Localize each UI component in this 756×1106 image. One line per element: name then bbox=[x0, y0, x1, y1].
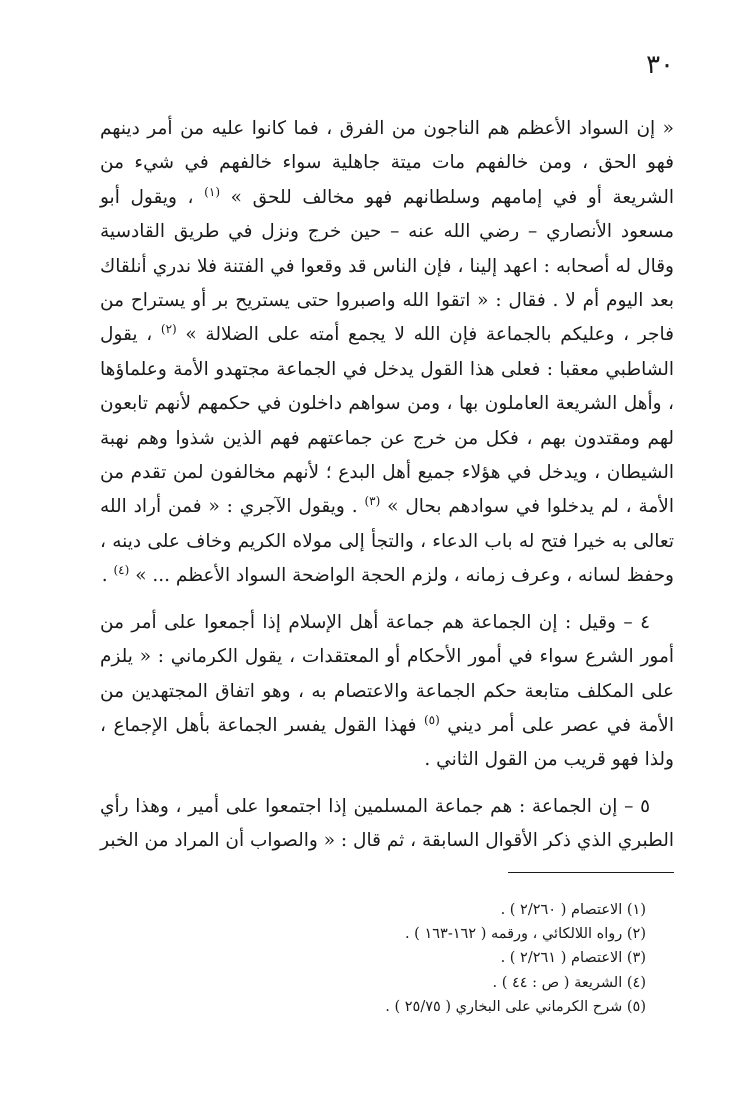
text-segment: . ويقول الآجري : « فمن أراد الله تعالى به خيرا فتح له باب الدعاء ، والتجأ إلى مولاه الكريم وخاف على دينه ، وحفظ لسانه ، وعرف زمانه ، ولزم الحجة الواضحة السواد الأعظم ... » bbox=[100, 496, 674, 587]
text-segment: فهذا القول يفسر الجماعة بأهل الإجماع ، ولذا فهو قريب من القول الثاني . bbox=[100, 714, 674, 771]
footnote-ref-3: (٣) bbox=[364, 494, 381, 509]
text-segment: . bbox=[101, 565, 114, 587]
main-text bbox=[100, 112, 674, 859]
text-segment: ، ويقول أبو مسعود الأنصاري – رضي الله عنه – حين خرج ونزل في طريق القادسية وقال له أصحابه : اعهد إلينا ، فإن الناس قد وقعوا في الفتنة فلا ندري أنلقاك بعد اليوم أم لا . فقال : « اتقوا الله واصبروا حتى يستريح بر أو يستراح من فاجر ، وعليكم بالجماعة فإن الله لا يجمع أمته على الضلالة » bbox=[100, 186, 674, 346]
footnote-1: (١) الاعتصام ( ٢/٢٦٠ ) . bbox=[500, 902, 646, 918]
footnote-separator bbox=[508, 872, 674, 873]
footnote-2: (٢) رواه اللالكائي ، ورقمه ( ١٦٢-١٦٣ ) . bbox=[404, 926, 646, 943]
text-segment: « إن السواد الأعظم هم الناجون من الفرق ، فما كانوا عليه من أمر دينهم فهو الحق ، ومن خالفهم مات ميتة جاهلية سواء خالفهم في شيء من الشريعة أو في إمامهم وسلطانهم فهو مخالف للحق » bbox=[100, 118, 674, 208]
footnote-ref-2: (٢) bbox=[160, 322, 177, 337]
footnote-ref-1: (١) bbox=[204, 184, 220, 199]
footnote-3: (٣) الاعتصام ( ٢/٢٦١ ) . bbox=[500, 950, 646, 967]
footnotes-list bbox=[100, 898, 646, 1019]
text-segment: ٥ – إن الجماعة : هم جماعة المسلمين إذا اجتمعوا على أمير ، وهذا رأي الطبري الذي ذكر الأقوال السابقة ، ثم قال : « والصواب أن المراد من الخبر bbox=[100, 795, 674, 852]
paragraph-opinion-5 bbox=[100, 790, 674, 859]
page-number: ٣٠ bbox=[646, 50, 674, 80]
paragraph-opinion-4 bbox=[100, 606, 674, 778]
footnote-ref-5: (٥) bbox=[423, 712, 440, 727]
paragraph-quotes bbox=[100, 112, 674, 594]
footnote-5: (٥) شرح الكرماني على البخاري ( ٢٥/٧٥ ) . bbox=[385, 998, 646, 1015]
footnote-4: (٤) الشريعة ( ص : ٤٤ ) . bbox=[492, 974, 646, 991]
footnote-ref-4: (٤) bbox=[113, 563, 130, 578]
text-segment: ، يقول الشاطبي معقبا : فعلى هذا القول يدخل في الجماعة مجتهدو الأمة وعلماؤها ، وأهل الشريعة العاملون بها ، ومن سواهم داخلون في حكمهم لأنهم تابعون لهم ومقتدون بهم ، فكل من خرج عن جماعتهم فهم الذين شذوا وهم نهبة الشيطان ، ويدخل في هؤلاء جميع أهل البدع ؛ لأنهم مخالفون لمن تقدم من الأمة ، لم يدخلوا في سوادهم بحال » bbox=[100, 324, 674, 518]
text-segment: ٤ – وقيل : إن الجماعة هم جماعة أهل الإسلام إذا أجمعوا على أمر من أمور الشرع سواء في أمور الأحكام أو المعتقدات ، يقول الكرماني : « يلزم على المكلف متابعة حكم الجماعة والاعتصام به ، وهو اتفاق المجتهدين من الأمة في عصر على أمر ديني bbox=[100, 611, 675, 736]
